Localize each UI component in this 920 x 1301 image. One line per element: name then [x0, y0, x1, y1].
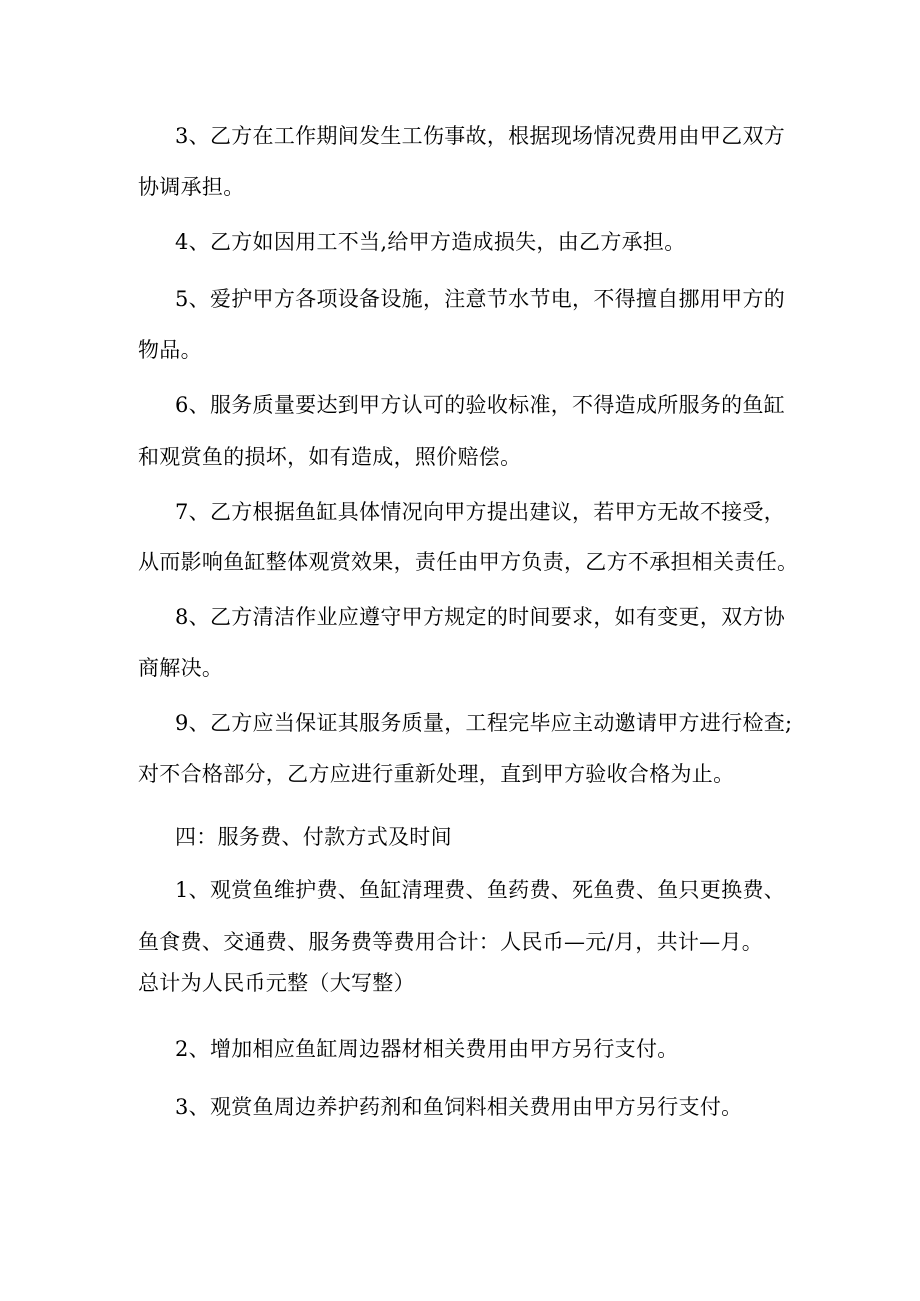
clause-9-line-1: 9、乙方应当保证其服务质量，工程完毕应主动邀请甲方进行检查; [175, 711, 793, 735]
clause-8-line-2: 商解决。 [138, 656, 224, 680]
clause-7-line-2: 从而影响鱼缸整体观赏效果，责任由甲方负责，乙方不承担相关责任。 [138, 550, 799, 574]
clause-4-line-1: 4、乙方如因用工不当,给甲方造成损失，由乙方承担。 [175, 230, 686, 254]
clause-9-line-2: 对不合格部分，乙方应进行重新处理，直到甲方验收合格为止。 [138, 762, 735, 786]
fee-item-1-line-3: 总计为人民币元整（大写整） [138, 971, 415, 995]
fee-item-3-line-1: 3、观赏鱼周边养护药剂和鱼饲料相关费用由甲方另行支付。 [175, 1095, 743, 1119]
section-4-heading: 四：服务费、付款方式及时间 [175, 825, 452, 849]
clause-3-line-1: 3、乙方在工作期间发生工伤事故，根据现场情况费用由甲乙双方 [175, 124, 786, 148]
fee-item-2-line-1: 2、增加相应鱼缸周边器材相关费用由甲方另行支付。 [175, 1037, 679, 1061]
fee-item-1-line-2: 鱼食费、交通费、服务费等费用合计：人民币—元/月，共计—月。 [138, 930, 764, 954]
clause-6-line-2: 和观赏鱼的损坏，如有造成，照价赔偿。 [138, 445, 522, 469]
clause-5-line-2: 物品。 [138, 338, 202, 362]
fee-item-1-line-1: 1、观赏鱼维护费、鱼缸清理费、鱼药费、死鱼费、鱼只更换费、 [175, 878, 786, 902]
clause-7-line-1: 7、乙方根据鱼缸具体情况向甲方提出建议，若甲方无故不接受， [175, 500, 786, 524]
clause-3-line-2: 协调承担。 [138, 175, 245, 199]
clause-5-line-1: 5、爱护甲方各项设备设施，注意节水节电，不得擅自挪用甲方的 [175, 287, 786, 311]
clause-8-line-1: 8、乙方清洁作业应遵守甲方规定的时间要求，如有变更，双方协 [175, 605, 786, 629]
clause-6-line-1: 6、服务质量要达到甲方认可的验收标准，不得造成所服务的鱼缸 [175, 393, 786, 417]
